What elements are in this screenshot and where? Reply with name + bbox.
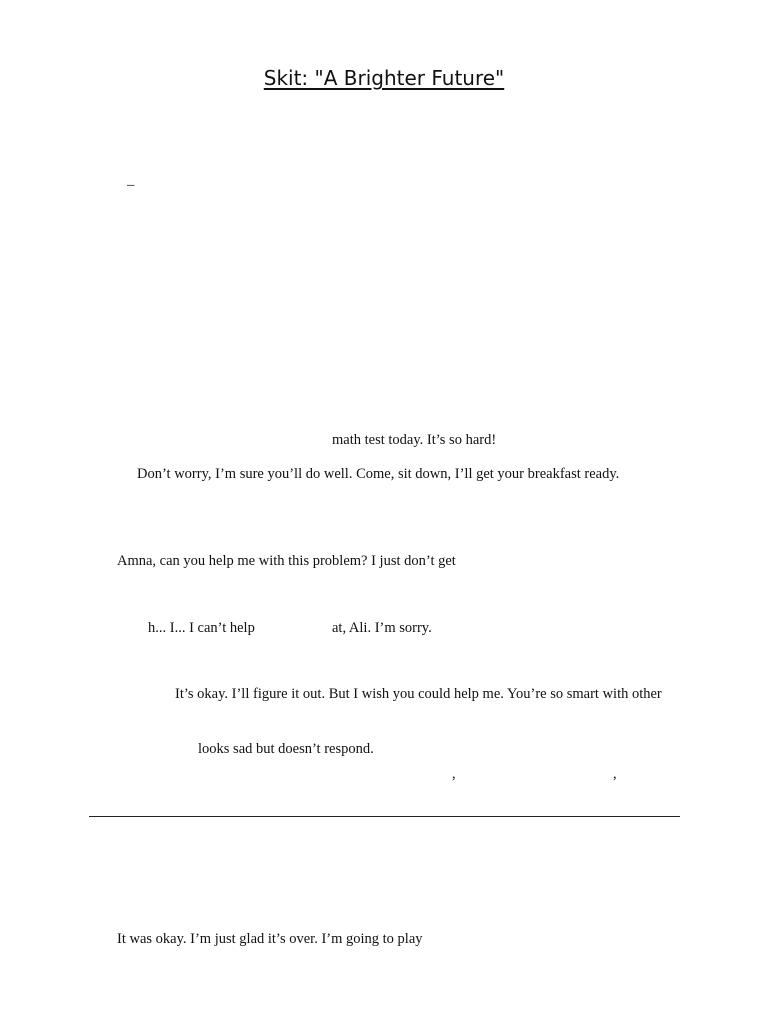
dialogue-line-1: math test today. It’s so hard! <box>332 432 497 448</box>
page-title <box>0 64 768 92</box>
dialogue-line-5: It’s okay. I’ll figure it out. But I wish you could help me. You’re so smart with other <box>175 686 662 702</box>
horizontal-divider <box>89 816 680 817</box>
dialogue-line-4b: at, Ali. I’m sorry. <box>332 620 432 636</box>
dialogue-line-4a: h... I... I can’t help <box>148 620 255 636</box>
stage-direction-line: looks sad but doesn’t respond. <box>198 741 374 757</box>
page-title-text: Skit: "A Brighter Future" <box>263 66 505 90</box>
stray-comma-1: , <box>452 766 456 782</box>
dialogue-line-3: Amna, can you help me with this problem? I just don’t get <box>117 553 456 569</box>
dialogue-line-2: Don’t worry, I’m sure you’ll do well. Come, sit down, I’ll get your breakfast ready. <box>137 466 620 482</box>
dialogue-line-6: It was okay. I’m just glad it’s over. I’m going to play <box>117 931 423 947</box>
stray-comma-2: , <box>613 766 617 782</box>
dash-mark: – <box>127 177 135 193</box>
